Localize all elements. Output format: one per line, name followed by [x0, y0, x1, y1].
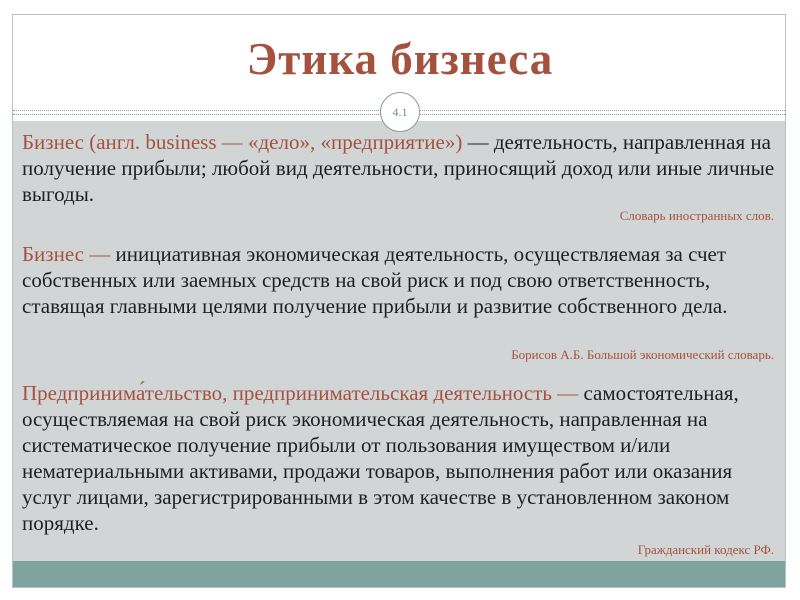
definition-entrepreneurship — [22, 380, 776, 536]
definition-text: инициативная экономическая деятельность, осуществляемая за счет собственных или заемных средств на свой риск и под свою ответственность, ставящая главными целями получение прибыли и развитие собственного дела. — [22, 242, 728, 318]
definition-term: Бизнес (англ. business — «дело», «предприятие») — [22, 130, 463, 154]
definition-text: — деятельность, направленная на получение прибыли; любой вид деятельности, приносящий доход или иные личные выгоды. — [22, 130, 775, 206]
slide-title: Этика бизнеса — [246, 34, 554, 84]
footer-band — [13, 561, 785, 587]
definition-term: Предпринима́тельство, предпринимательская деятельность — — [22, 381, 579, 405]
definition-text: самостоятельная, осуществляемая на свой риск экономическая деятельность, направленная на систематическое получение прибыли от пользования имуществом и/или нематериальными активами, продажи товаров, выполнения работ или оказания услуг лицами, зарегистрированными в этом качестве в установленном законом порядке. — [22, 381, 739, 535]
definition-business-dictionary — [22, 129, 776, 207]
definition-source: Борисов А.Б. Большой экономический словарь. — [511, 347, 774, 362]
slide-number-badge: 4.1 — [380, 92, 420, 132]
definition-source: Словарь иностранных слов. — [619, 208, 774, 223]
definition-source: Гражданский кодекс РФ. — [637, 542, 774, 557]
definition-term: Бизнес — — [22, 242, 111, 266]
definition-business-economic — [22, 241, 776, 319]
